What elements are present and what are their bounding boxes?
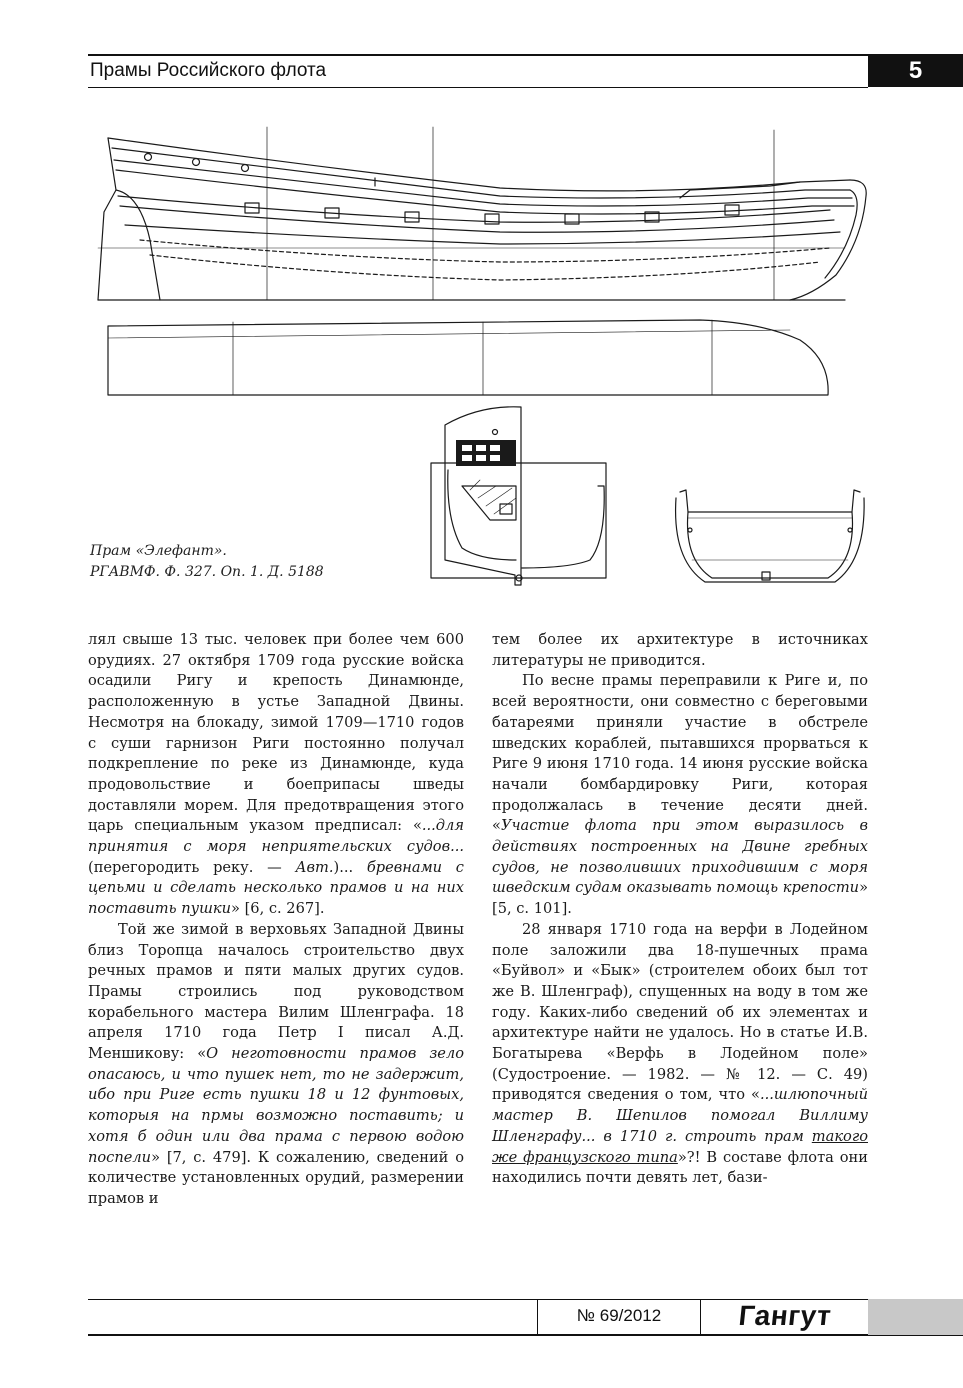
- right-paragraph-2: [492, 920, 868, 1189]
- right-paragraph-0: тем более их архитектуре в источниках литературы не приводится.: [492, 631, 868, 669]
- side-profile-drawing: [98, 127, 866, 395]
- quote-run: О неготовности прамов зело опасаюсь, и что пушек нет, то не задержит, ибо при Риге есть пушки 18 и 12 фунтовых, которыя на прмы возможно поставить; и хотя б один или два прама с первою водою поспели: [88, 1045, 465, 1166]
- issue-box: [537, 1299, 700, 1335]
- caption-title: Прам «Элефант».: [90, 543, 227, 559]
- left-paragraph-2: [88, 920, 464, 1210]
- text-run: » [7, с. 479]. К сожалению, сведений о количестве установленных орудий, размерении прамов и: [88, 1148, 464, 1207]
- quote-run: ...для принятия с моря неприятельских судов...: [88, 817, 464, 856]
- running-title: Прамы Российского флота: [90, 60, 327, 81]
- caption-source: РГАВМФ. Ф. 327. Оп. 1. Д. 5188: [90, 564, 324, 580]
- text-run: По весне прамы переправили к Риге и, по всей вероятности, они совместно с береговыми батареями приняли участие в обстреле шведских кораблей, пытавшихся прорваться к Риге 9 июня 1710 года. 14 июня русские войска начали бомбардировку Риги, которая продолжалась в течение десяти дней. «: [492, 672, 868, 835]
- underlined-quote-run: такого же французского типа: [492, 1127, 868, 1166]
- right-paragraph-1: [492, 671, 868, 919]
- text-run: лял свыше 13 тыс. человек при более чем 600 орудиях. 27 октября 1709 года русские войска осадили Ригу и крепость Динамюнде, расположенную в устье Западной Двины. Несмотря на блокаду, зимой 1709—1710 годов с суши гарнизон Риги постоянно получал подкрепление по реке из Динамюнде, куда продовольствие и боеприпасы шведы доставляли морем. Для предотвращения этого царь специальным указом предписал: «: [88, 631, 464, 835]
- footer-grey-box: [868, 1299, 963, 1335]
- text-run: Той же зимой в верховьях Западной Двины близ Торопца началось строительство двух речных прамов и пяти малых других судов. Прамы строились под руководством корабельного мастера Вилим Шленграфа. 18 апреля 1710 года Петр I писал А.Д. Меншикову: «: [88, 920, 464, 1063]
- brand-box: [700, 1299, 869, 1335]
- text-run: 28 января 1710 года на верфи в Лодейном поле заложили два 18-пушечных прама «Буйвол» и «Бык» (строителем обоих был тот же В. Шленграф), спущенных на воду в том же году. Каких-либо сведений об их элементах и архитектуре найти не удалось. Но в статье И.В. Богатырева «Верфь в Лодейном поле» (Судостроение. — 1982. — № 12. — С. 49) приводятся сведения о том, что «: [492, 920, 868, 1104]
- quote-run: Участие флота при этом выразилось в действиях построенных на Двине гребных судов, не позволивших приходившим с моря шведским судам оказывать помощь крепости: [492, 817, 868, 897]
- left-paragraph-1: [88, 630, 464, 920]
- issue-number: № 69/2012: [576, 1306, 662, 1325]
- quote-run: Авт.: [295, 858, 334, 876]
- right-column: [492, 630, 868, 1189]
- page-number: 5: [908, 57, 923, 84]
- quote-run: бревнами с цепьми и сделать несколько прамов и на них поставить пушки: [88, 858, 464, 918]
- text-run: (перегородить реку. —: [88, 858, 296, 876]
- quote-run: ...шлюпочный мастер В. Шепилов помогал Виллиму Шленграфу... в 1710 г. строить прам: [492, 1086, 868, 1145]
- left-column: [88, 630, 464, 1210]
- ship-drawing: [0, 0, 963, 600]
- magazine-logo: Гангут: [737, 1300, 833, 1331]
- text-run: »?! В составе флота они находились почти девять лет, бази-: [492, 1148, 868, 1187]
- stern-section-drawing: [431, 407, 606, 585]
- text-run: » [6, с. 267].: [231, 900, 325, 918]
- text-run: » [5, с. 101].: [492, 879, 868, 918]
- midship-section-drawing: [676, 490, 865, 582]
- text-run: )...: [333, 858, 367, 876]
- figure-caption: [90, 541, 390, 583]
